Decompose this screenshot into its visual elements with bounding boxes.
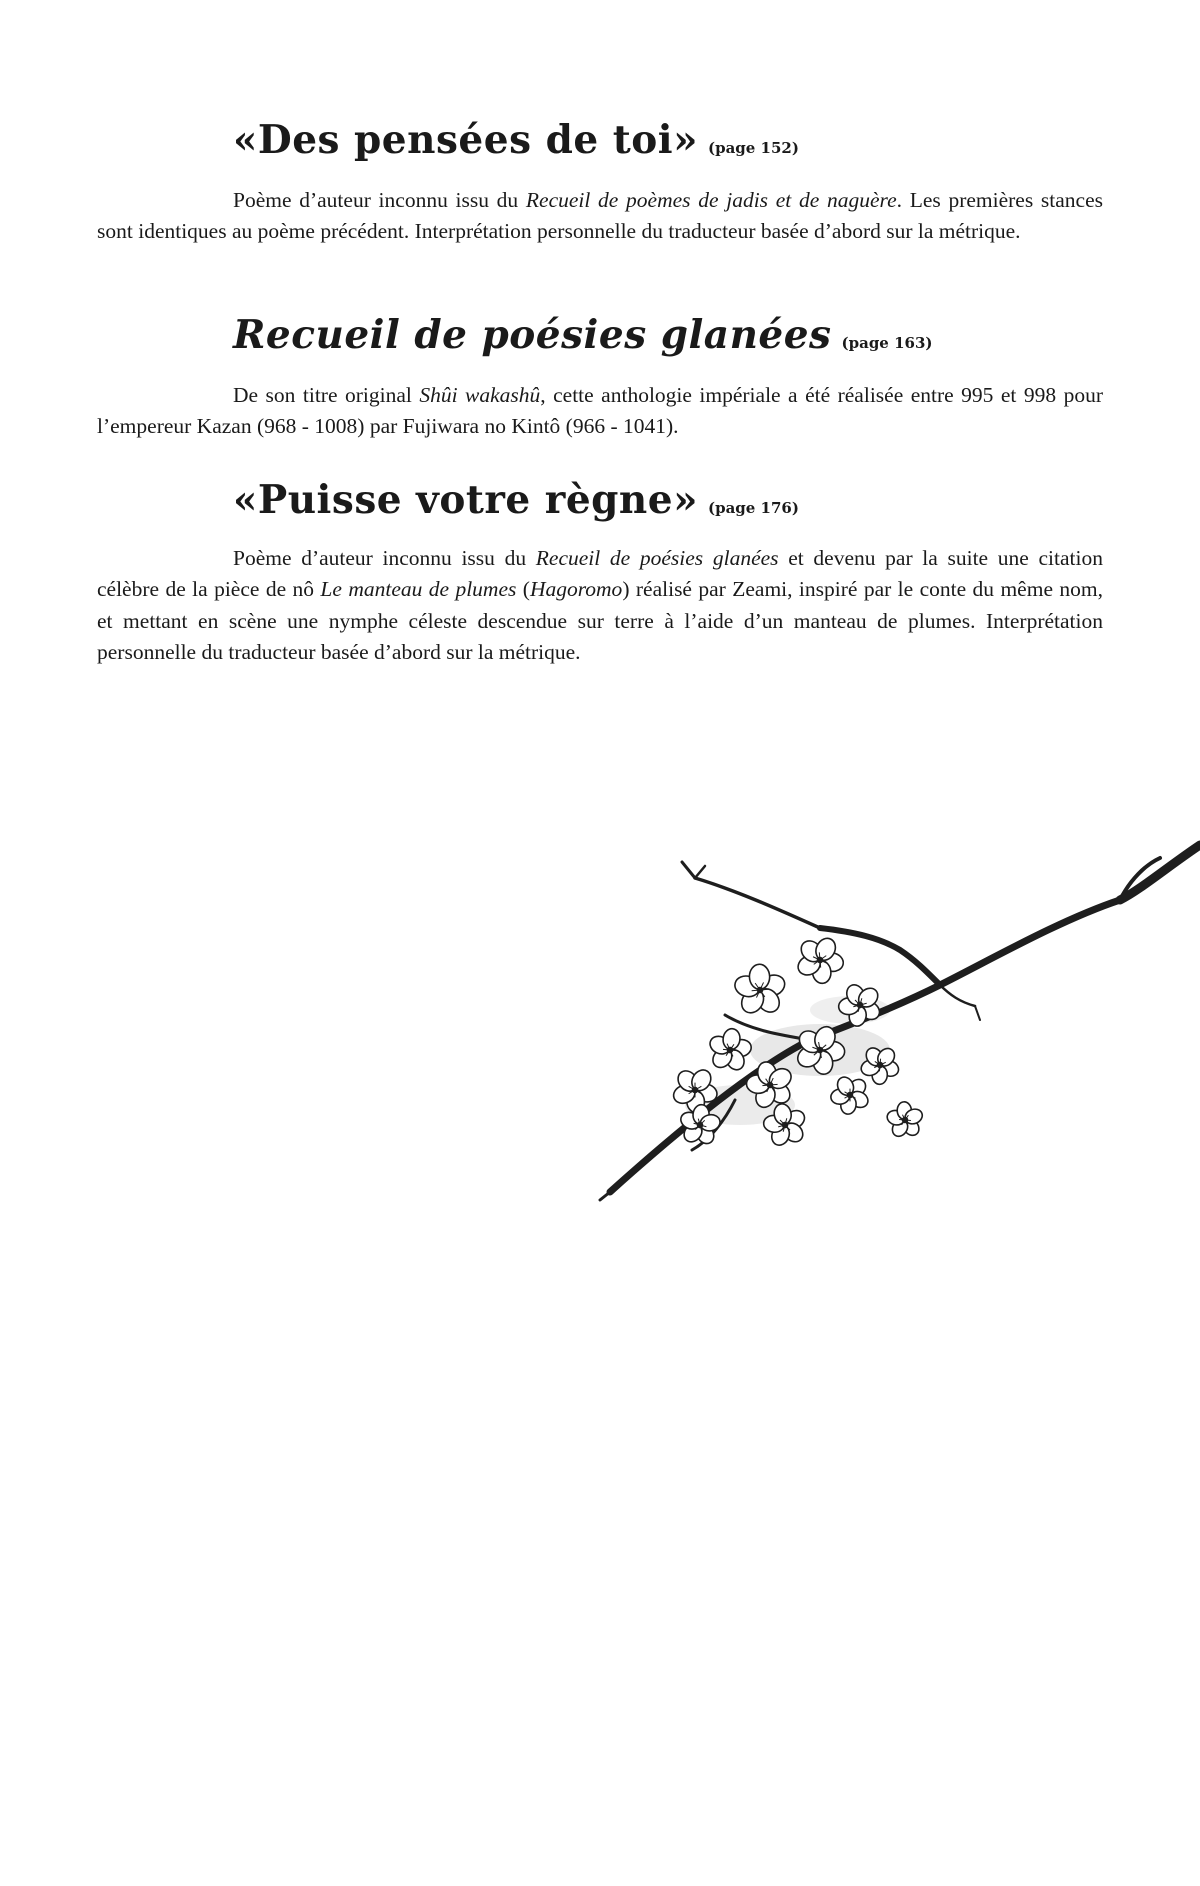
section-heading	[233, 313, 1103, 358]
play-title-italic: Le manteau de plumes	[320, 577, 517, 602]
page-reference: (page 163)	[841, 334, 933, 352]
paragraph-text: ) réalisé par Zeami, inspiré par le conte du même nom, et mettant en scène une nymphe céleste descendue sur terre à l’aide d’un manteau de plumes. Interprétation personnelle du traducteur basée d’abord sur la métrique.	[97, 577, 1103, 665]
paragraph-text: Poème d’auteur inconnu issu du	[233, 187, 526, 212]
paragraph-text: (	[516, 577, 530, 602]
book-title-italic: Recueil de poésies glanées	[535, 545, 779, 570]
paragraph-text: . Les premières stances sont identiques au poème précédent. Interprétation personnelle du traducteur basée d’abord sur la métrique.	[97, 187, 1103, 244]
paragraph-text: , cette anthologie impériale a été réalisée entre 995 et 998 pour l’empereur Kazan (968 - 1008) par Fujiwara no Kintô (966 - 1041).	[97, 382, 1103, 439]
paragraph-text: Poème d’auteur inconnu issu du	[233, 545, 536, 570]
branch-stem	[600, 845, 1200, 1200]
section-paragraph	[97, 380, 1103, 443]
heading-title: «Puisse votre règne»	[233, 477, 698, 523]
section-recueil-de-poesies-glanees	[97, 313, 1103, 443]
section-heading	[233, 118, 1103, 163]
blossom-11	[878, 1093, 932, 1146]
blossom-1	[792, 931, 848, 989]
book-title-italic: Shûi wakashû	[419, 382, 541, 407]
page-reference: (page 176)	[707, 499, 799, 517]
paragraph-text: De son titre original	[233, 382, 420, 407]
cherry-blossom-branch-icon	[520, 820, 1200, 1280]
section-paragraph	[97, 543, 1103, 669]
blossom-6	[704, 1024, 755, 1077]
section-des-pensees-de-toi	[97, 118, 1103, 248]
paragraph-text: et devenu par la suite une citation célèbre de la pièce de nô	[97, 545, 1103, 602]
heading-title: «Des pensées de toi»	[233, 117, 698, 163]
section-paragraph	[97, 185, 1103, 248]
page-reference: (page 152)	[707, 139, 799, 157]
book-title-italic: Recueil de poèmes de jadis et de naguère	[525, 187, 897, 212]
play-original-title-italic: Hagoromo	[529, 577, 623, 602]
section-heading	[233, 478, 1103, 523]
heading-title: Recueil de poésies glanées	[233, 312, 832, 358]
blossom-2	[725, 955, 793, 1025]
section-puisse-votre-regne	[97, 478, 1103, 669]
